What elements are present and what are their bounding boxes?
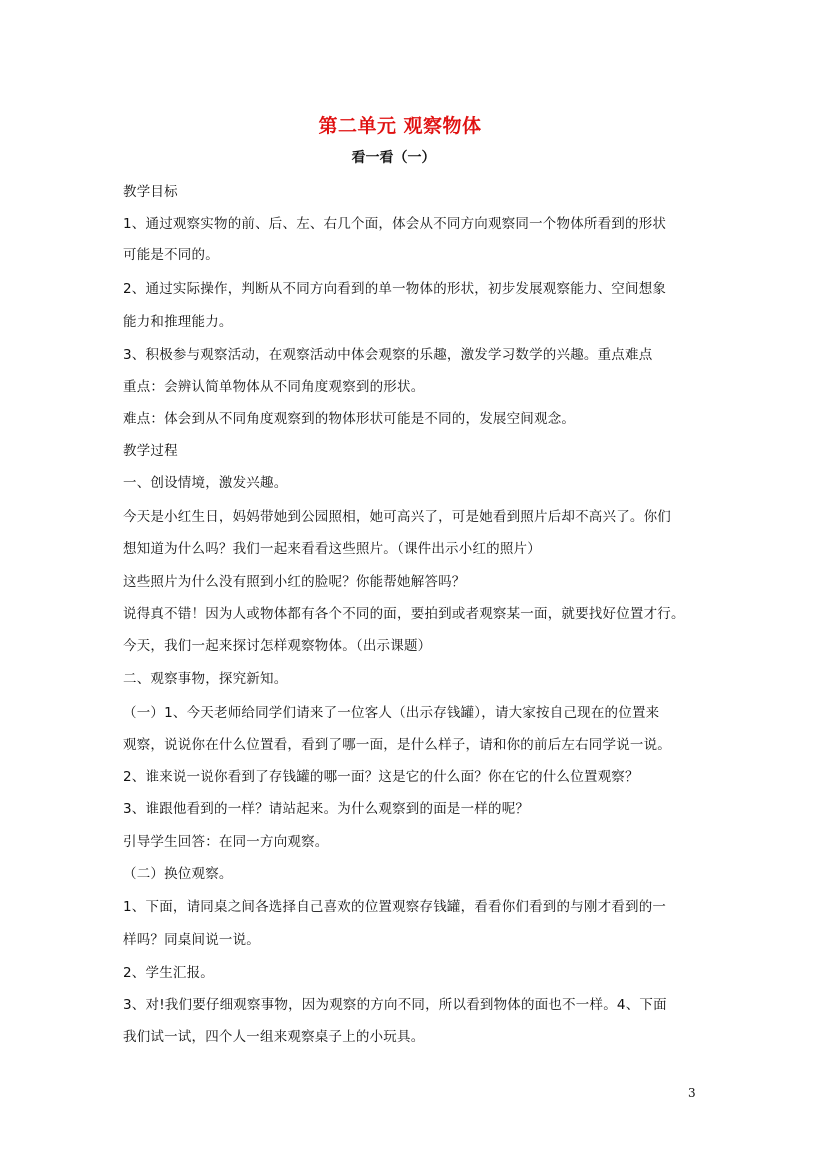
text-line: 今天是小红生日，妈妈带她到公园照相，她可高兴了，可是她看到照片后却不高兴了。你们 [123, 509, 671, 525]
text-line: （二）换位观察。 [123, 866, 233, 882]
document-title: 第二单元 观察物体 [318, 115, 482, 137]
text-line: 这些照片为什么没有照到小红的脸呢？你能帮她解答吗？ [123, 574, 466, 590]
text-line: 可能是不同的。 [123, 247, 219, 263]
text-line: 2、谁来说一说你看到了存钱罐的哪一面？这是它的什么面？你在它的什么位置观察？ [123, 769, 639, 785]
text-line: 今天，我们一起来探讨怎样观察物体。（出示课题） [123, 638, 432, 654]
page-number: 3 [688, 1086, 696, 1100]
text-line: 3、谁跟他看到的一样？请站起来。为什么观察到的面是一样的呢？ [123, 801, 530, 817]
text-line: 3、积极参与观察活动，在观察活动中体会观察的乐趣，激发学习数学的兴趣。重点难点 [123, 347, 653, 363]
text-line: 想知道为什么吗？我们一起来看看这些照片。（课件出示小红的照片） [123, 541, 541, 557]
text-line: （一）1、今天老师给同学们请来了一位客人（出示存钱罐），请大家按自己现在的位置来 [123, 705, 660, 721]
text-line: 2、通过实际操作，判断从不同方向看到的单一物体的形状，初步发展观察能力、空间想象 [123, 281, 667, 297]
text-line: 说得真不错！因为人或物体都有各个不同的面，要拍到或者观察某一面，就要找好位置才行。 [123, 606, 685, 622]
text-line: 1、通过观察实物的前、后、左、右几个面，体会从不同方向观察同一个物体所看到的形状 [123, 216, 667, 232]
text-line: 观察，说说你在什么位置看，看到了哪一面，是什么样子，请和你的前后左右同学说一说。 [123, 737, 671, 753]
text-line: 能力和推理能力。 [123, 314, 233, 330]
text-line: 难点：体会到从不同角度观察到的物体形状可能是不同的，发展空间观念。 [123, 411, 576, 427]
text-line: 引导学生回答：在同一方向观察。 [123, 834, 329, 850]
text-line: 教学过程 [123, 443, 178, 459]
text-line: 一、创设情境，激发兴趣。 [123, 475, 288, 491]
text-line: 2、学生汇报。 [123, 965, 214, 981]
text-line: 样吗？同桌间说一说。 [123, 932, 260, 948]
text-line: 1、下面，请同桌之间各选择自己喜欢的位置观察存钱罐，看看你们看到的与刚才看到的一 [123, 899, 667, 915]
text-line: 我们试一试，四个人一组来观察桌子上的小玩具。 [123, 1029, 425, 1045]
section-subtitle: 看一看（一） [351, 150, 436, 166]
text-line: 重点：会辨认简单物体从不同角度观察到的形状。 [123, 379, 425, 395]
text-line: 教学目标 [123, 184, 178, 200]
text-line: 3、对!我们要仔细观察事物，因为观察的方向不同，所以看到物体的面也不一样。4、下面 [123, 997, 667, 1013]
text-line: 二、观察事物，探究新知。 [123, 671, 288, 687]
